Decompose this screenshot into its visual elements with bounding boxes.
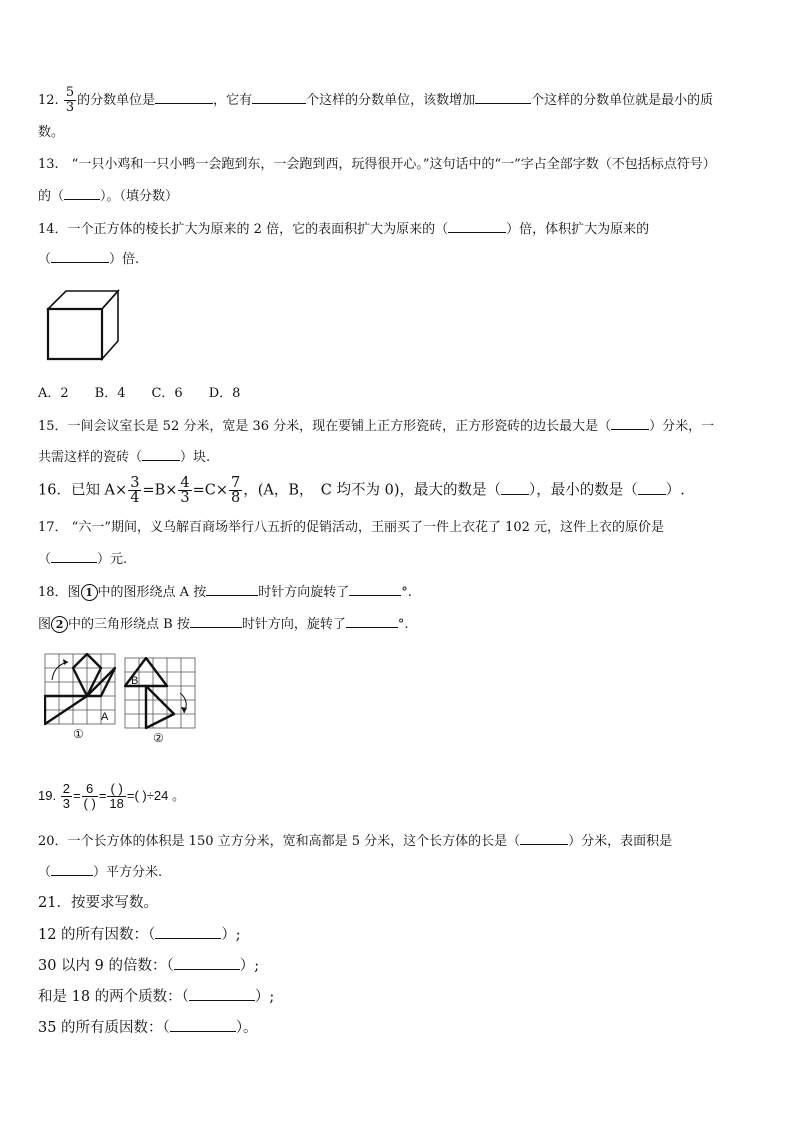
q16-text-3: =C× [192, 482, 229, 499]
q12-text-4: 个这样的分数单位就是最小的质 [531, 93, 714, 108]
q17-text-1: 17． “六一”期间，义乌解百商场举行八五折的促销活动，王丽买了一件上衣花了 102 元，这件上衣的原价是 [38, 520, 665, 535]
q12-fraction [64, 86, 76, 115]
q21-row-4 [38, 1018, 258, 1037]
q21-row-1-label: 12 的所有因数：（ [38, 927, 156, 943]
q20-text-2b: ）平方分米. [93, 865, 163, 880]
q18-circle-2: 2 [51, 616, 68, 633]
q19-frac-1-num: 2 [62, 781, 70, 796]
q16-frac-3-num: 7 [231, 475, 241, 491]
q16-frac-2-den: 3 [180, 490, 190, 506]
q16-line [38, 476, 685, 505]
q14-options-text: A．2 B．4 C．6 D．8 [38, 386, 241, 401]
q16-frac-1-num: 3 [130, 475, 140, 491]
q14-options [38, 385, 240, 403]
q12-line2 [38, 124, 64, 142]
q16-frac-1 [128, 476, 141, 505]
q19-frac-1 [61, 782, 72, 811]
cube-figure [46, 289, 122, 363]
q12-text-5: 数。 [38, 125, 65, 140]
q18-circle-1: 1 [81, 584, 98, 601]
q12-frac-numerator: 5 [65, 85, 75, 100]
fig2-point-label: B [131, 675, 139, 687]
q13-text-1: 13. “一只小鸡和一只小鸭一会跑到东，一会跑到西，玩得很开心。”这句话中的“一”字占全部字数（不包括标点符号） [38, 157, 716, 172]
q18-text-1b: 中的图形绕点 A 按 [97, 585, 207, 600]
q13-text-2a: 的（ [38, 189, 65, 204]
q17-line2 [38, 549, 127, 569]
q12-number: 12. [38, 93, 59, 108]
q15-blank-2[interactable] [142, 447, 180, 461]
q15-line2 [38, 447, 210, 467]
q16-text-2: =B× [142, 482, 178, 499]
q19-frac-1-den: 3 [62, 796, 70, 811]
q21-blank-4[interactable] [170, 1018, 236, 1032]
q18-blank-2[interactable] [349, 582, 401, 596]
q16-text-1: 16．已知 A× [38, 482, 128, 499]
rotation-figure-1 [44, 653, 118, 743]
q20-text-2a: （ [38, 865, 52, 880]
q12-blank-2[interactable] [252, 90, 306, 104]
q21-row-4-label: 35 的所有质因数：（ [38, 1020, 170, 1036]
rotation-figure-2 [124, 657, 198, 747]
q20-text-1b: ）分米，表面积是 [568, 834, 673, 849]
q21-row-1-end: ）; [221, 927, 241, 943]
q14-blank-2[interactable] [51, 249, 109, 263]
q12-frac-denominator: 3 [65, 100, 75, 115]
q18-text-2a: 图 [38, 617, 52, 632]
q12-line1 [38, 86, 713, 115]
q19-number: 19. [38, 787, 57, 803]
q18-line2 [38, 614, 409, 634]
q12-text-1: 的分数单位是 [77, 93, 156, 108]
q21-title [38, 894, 158, 912]
q13-text-2b: ）。（填分数） [100, 189, 179, 204]
q13-line1 [38, 156, 716, 174]
q18-blank-1[interactable] [206, 582, 258, 596]
q20-blank-1[interactable] [520, 831, 568, 845]
q20-text-1a: 20．一个长方体的体积是 150 立方分米，宽和高都是 5 分米，这个长方体的长是（ [38, 834, 521, 849]
q17-text-2a: （ [38, 552, 52, 567]
q19-frac-3-den: 18 [109, 796, 124, 811]
q12-text-3: 个这样的分数单位，该数增加 [306, 93, 476, 108]
q21-blank-3[interactable] [189, 987, 255, 1001]
q12-blank-1[interactable] [155, 90, 213, 104]
q14-text-1b: ）倍，体积扩大为原来的 [506, 222, 650, 237]
q20-line1 [38, 831, 672, 851]
q16-frac-2 [178, 476, 191, 505]
q16-blank-1[interactable] [501, 481, 529, 495]
q12-blank-3[interactable] [475, 90, 531, 104]
q20-line2 [38, 862, 162, 882]
q21-blank-1[interactable] [155, 925, 221, 939]
q13-blank[interactable] [64, 186, 100, 200]
q18-blank-4[interactable] [346, 614, 398, 628]
q19-frac-2-den[interactable]: ( ) [83, 796, 96, 811]
q15-line1 [38, 416, 714, 436]
q18-blank-3[interactable] [190, 614, 242, 628]
q21-row-2-end: ）; [239, 958, 260, 974]
q17-text-2b: ）元. [97, 552, 128, 567]
q18-text-2b: 中的三角形绕点 B 按 [68, 617, 190, 632]
q19-equals-1: = [72, 787, 81, 803]
q15-text-1a: 15．一间会议室长是 52 分米，宽是 36 分米，现在要铺上正方形瓷砖，正方形瓷砖的边长最大是（ [38, 419, 612, 434]
q21-row-3-end: ）; [254, 989, 275, 1005]
fig1-point-label: A [101, 711, 109, 723]
q15-text-1b: ）分米，一 [649, 419, 715, 434]
q14-blank-1[interactable] [448, 219, 506, 233]
q18-text-1a: 18．图 [38, 585, 81, 600]
q19-line [38, 782, 185, 811]
q21-blank-2[interactable] [174, 956, 240, 970]
q19-equals-2: = [98, 787, 107, 803]
q19-frac-2-num: 6 [86, 781, 94, 796]
q19-frac-3[interactable] [107, 782, 125, 811]
q21-row-1 [38, 925, 241, 944]
q15-text-2b: ）块. [180, 450, 211, 465]
q18-text-1c: 时针方向旋转了 [258, 585, 350, 600]
q14-line1 [38, 219, 649, 239]
q21-row-2-label: 30 以内 9 的倍数：（ [38, 958, 174, 974]
q15-blank-1[interactable] [611, 416, 649, 430]
q16-frac-2-num: 4 [180, 475, 190, 491]
q16-blank-2[interactable] [638, 481, 666, 495]
q16-frac-3-den: 8 [231, 490, 241, 506]
q21-title-text: 21．按要求写数。 [38, 895, 158, 911]
q18-text-1d: °. [401, 585, 412, 600]
q16-text-5: ），最小的数是（ [529, 482, 638, 499]
q17-blank[interactable] [51, 549, 97, 563]
q14-text-2b: ）倍. [109, 252, 140, 267]
q14-text-1a: 14．一个正方体的棱长扩大为原来的 2 倍，它的表面积扩大为原来的（ [38, 222, 449, 237]
q19-frac-2[interactable] [82, 782, 98, 811]
q14-line2 [38, 249, 139, 269]
q19-frac-3-num[interactable]: ( ) [110, 781, 123, 796]
q21-row-2 [38, 956, 259, 975]
q12-text-2: ，它有 [213, 93, 253, 108]
q21-row-3 [38, 987, 274, 1006]
q13-line2 [38, 186, 178, 206]
fig2-caption: ② [153, 731, 164, 745]
q21-row-4-end: ）。 [235, 1020, 258, 1036]
q14-text-2a: （ [38, 252, 52, 267]
q18-text-2c: 时针方向，旋转了 [241, 617, 346, 632]
q18-line1 [38, 582, 412, 602]
q21-row-3-label: 和是 18 的两个质数：（ [38, 989, 189, 1005]
q20-blank-2[interactable] [51, 862, 93, 876]
fig1-caption: ① [73, 727, 84, 741]
q16-frac-3 [229, 476, 242, 505]
q19-tail[interactable]: =( )÷24 。 [126, 787, 185, 803]
q16-text-4: ，(A，B， C 均不为 0)，最大的数是（ [243, 482, 501, 499]
q16-frac-1-den: 4 [130, 490, 140, 506]
q16-text-6: ）. [665, 482, 685, 499]
q18-text-2d: °. [397, 617, 409, 632]
q15-text-2a: 共需这样的瓷砖（ [38, 450, 143, 465]
q17-line1 [38, 519, 664, 537]
